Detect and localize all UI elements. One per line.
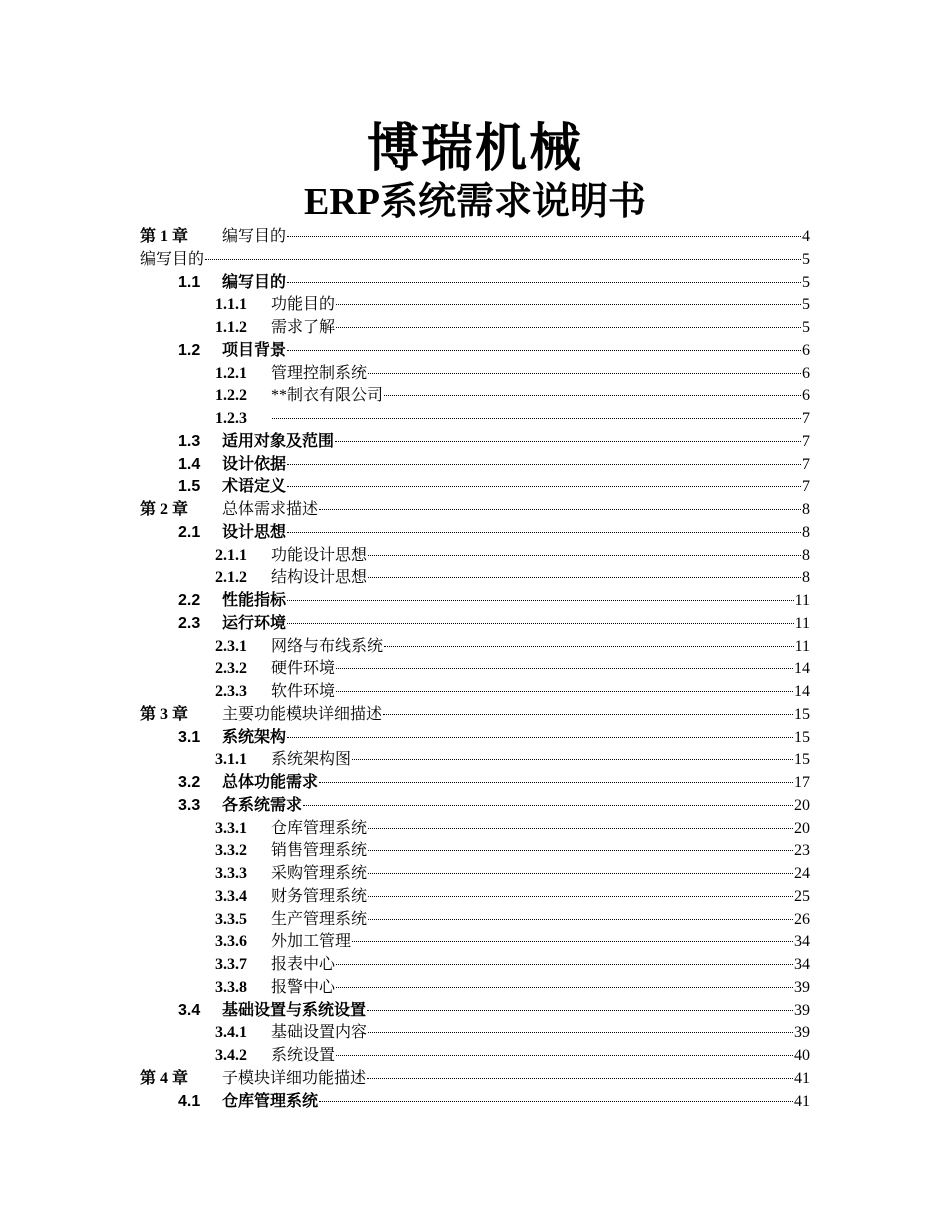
toc-entry-number: 3.1 (178, 728, 201, 746)
toc-dot-leader (336, 668, 793, 669)
toc-entry-page: 8 (802, 546, 810, 564)
toc-entry-page: 8 (802, 523, 810, 541)
toc-entry-number: 2.2 (178, 592, 201, 609)
toc-dot-leader (287, 350, 801, 351)
toc-entry[interactable] (140, 772, 810, 795)
toc-entry-number: 2.3.3 (215, 683, 247, 700)
toc-dot-leader (367, 1010, 793, 1011)
toc-entry-page: 11 (794, 592, 810, 609)
toc-entry[interactable] (140, 1091, 810, 1114)
toc-dot-leader (368, 873, 793, 874)
toc-entry[interactable] (140, 476, 810, 499)
toc-entry-title: 结构设计思想 (271, 569, 368, 587)
toc-entry-page: 6 (802, 364, 810, 382)
toc-dot-leader (319, 782, 793, 783)
toc-entry-number: 3.3.2 (215, 842, 247, 860)
toc-entry[interactable] (140, 795, 810, 818)
toc-entry-title: 管理控制系统 (271, 364, 368, 382)
toc-entry[interactable] (140, 431, 810, 454)
toc-entry[interactable] (140, 385, 810, 408)
toc-entry-title: 仓库管理系统 (271, 819, 368, 837)
toc-dot-leader (287, 532, 801, 533)
toc-entry-page: 41 (794, 1092, 810, 1110)
toc-entry-page: 7 (802, 432, 810, 450)
toc-dot-leader (368, 577, 801, 578)
toc-entry-page: 34 (794, 933, 810, 951)
document-title: 博瑞机械 (366, 121, 583, 178)
toc-entry-number: 1.3 (178, 432, 201, 450)
toc-entry-page: 5 (802, 296, 810, 314)
toc-entry-title: 报警中心 (271, 978, 336, 996)
toc-entry[interactable] (140, 408, 810, 431)
toc-entry-title: 总体需求描述 (222, 501, 319, 518)
toc-dot-leader (335, 441, 801, 442)
toc-dot-leader (368, 555, 801, 556)
toc-entry-page: 5 (802, 319, 810, 336)
toc-entry-number: 第 4 章 (140, 1069, 189, 1087)
toc-entry-number: 第 2 章 (140, 501, 189, 518)
toc-entry[interactable] (140, 636, 810, 659)
toc-dot-leader (287, 236, 801, 237)
toc-entry-title: 运行环境 (222, 614, 287, 632)
toc-entry[interactable] (140, 1000, 810, 1023)
toc-entry[interactable] (140, 954, 810, 977)
toc-entry-page: 5 (802, 273, 810, 291)
toc-entry-page: 26 (794, 910, 810, 928)
toc-dot-leader (368, 919, 793, 920)
toc-entry[interactable] (140, 1022, 810, 1045)
toc-entry-number: 2.1.1 (215, 546, 247, 564)
toc-entry-title: 外加工管理 (271, 933, 352, 951)
toc-entry-title: 需求了解 (271, 319, 336, 336)
toc-entry-page: 11 (794, 637, 810, 655)
toc-entry-title: 子模块详细功能描述 (222, 1069, 367, 1087)
toc-entry-number: 1.2.1 (215, 364, 247, 382)
toc-dot-leader (368, 828, 793, 829)
toc-entry-page: 8 (802, 569, 810, 587)
toc-entry-page: 34 (794, 956, 810, 973)
toc-entry-page: 5 (802, 250, 810, 268)
toc-entry-title: **制衣有限公司 (271, 387, 384, 405)
toc-entry-page: 7 (802, 478, 810, 496)
document-subtitle: ERP系统需求说明书 (303, 181, 646, 223)
toc-entry[interactable] (140, 840, 810, 863)
toc-dot-leader (336, 304, 801, 305)
toc-entry-number: 3.1.1 (215, 751, 247, 769)
toc-entry-title: 功能设计思想 (271, 546, 368, 564)
toc-entry-title: 主要功能模块详细描述 (222, 705, 383, 723)
toc-entry-number: 1.4 (178, 455, 201, 473)
toc-entry-number: 1.1 (178, 273, 201, 291)
toc-entry-title: 仓库管理系统 (222, 1092, 319, 1110)
toc-entry[interactable] (140, 977, 810, 1000)
toc-entry-page: 39 (794, 978, 810, 996)
toc-entry-number: 3.3.1 (215, 819, 247, 837)
toc-dot-leader (287, 623, 794, 624)
toc-dot-leader (319, 1101, 793, 1102)
toc-entry-page: 25 (794, 887, 810, 905)
toc-entry-number: 4.1 (178, 1092, 201, 1110)
toc-dot-leader (368, 373, 801, 374)
toc-entry-title: 系统架构 (222, 728, 287, 746)
toc-dot-leader (352, 759, 793, 760)
toc-entry-title: 编写目的 (222, 228, 287, 245)
toc-entry-page: 6 (802, 387, 810, 405)
toc-entry-title: 适用对象及范围 (222, 432, 335, 450)
toc-entry-number: 3.2 (178, 774, 201, 791)
toc-entry-title: 系统架构图 (271, 751, 352, 769)
toc-entry-title: 基础设置内容 (271, 1024, 368, 1042)
toc-entry-title: 各系统需求 (222, 796, 303, 814)
toc-entry-page: 15 (794, 751, 810, 769)
toc-dot-leader (368, 1032, 793, 1033)
toc-entry-page: 14 (794, 683, 810, 700)
toc-dot-leader (336, 691, 793, 692)
toc-entry-number: 3.3.3 (215, 865, 247, 882)
toc-entry-title: 报表中心 (271, 956, 336, 973)
toc-entry[interactable] (140, 704, 810, 727)
toc-entry-title: 设计依据 (222, 455, 287, 473)
toc-entry[interactable] (140, 499, 810, 522)
toc-entry-number: 3.3 (178, 796, 201, 814)
toc-entry[interactable] (140, 931, 810, 954)
toc-entry[interactable] (140, 340, 810, 363)
toc-entry-number: 第 1 章 (140, 228, 189, 245)
toc-entry[interactable] (140, 1068, 810, 1091)
toc-entry-page: 41 (794, 1069, 810, 1087)
toc-entry-number: 1.1.1 (215, 296, 247, 314)
toc-entry[interactable] (140, 545, 810, 568)
toc-entry[interactable] (140, 590, 810, 613)
toc-dot-leader (383, 714, 793, 715)
toc-entry-page: 7 (802, 410, 810, 427)
toc-entry-title: 编写目的 (140, 250, 205, 268)
toc-entry-title: 项目背景 (222, 341, 287, 359)
toc-entry-title: 财务管理系统 (271, 887, 368, 905)
toc-entry-page: 23 (794, 842, 810, 860)
toc-entry-number: 3.4.2 (215, 1047, 247, 1064)
toc-entry-number: 1.2 (178, 341, 201, 359)
toc-entry-number: 1.2.3 (215, 410, 247, 427)
toc-entry-page: 4 (802, 228, 810, 245)
toc-dot-leader (303, 805, 793, 806)
toc-dot-leader (367, 1078, 793, 1079)
toc-entry[interactable] (140, 567, 810, 590)
toc-entry-page: 7 (802, 455, 810, 473)
toc-entry-number: 3.3.6 (215, 933, 247, 951)
toc-entry[interactable] (140, 818, 810, 841)
toc-dot-leader (368, 850, 793, 851)
toc-entry[interactable] (140, 522, 810, 545)
toc-entry-page: 15 (794, 705, 810, 723)
toc-entry-page: 17 (794, 774, 810, 791)
toc-dot-leader (336, 987, 793, 988)
toc-entry-number: 3.4 (178, 1001, 201, 1019)
toc-entry[interactable] (140, 1045, 810, 1068)
toc-entry-page: 39 (794, 1024, 810, 1042)
toc-entry-number: 2.3.2 (215, 660, 247, 678)
toc-dot-leader (205, 259, 801, 260)
toc-entry-title: 网络与布线系统 (271, 637, 384, 655)
toc-entry-number: 2.3.1 (215, 637, 247, 655)
toc-entry-page: 40 (794, 1047, 810, 1064)
toc-entry-page: 20 (794, 796, 810, 814)
toc-entry-number: 第 3 章 (140, 705, 189, 723)
toc-entry-number: 1.5 (178, 478, 201, 496)
toc-dot-leader (287, 464, 801, 465)
toc-entry-number: 1.2.2 (215, 387, 247, 405)
toc-dot-leader (368, 896, 793, 897)
toc-entry-title: 硬件环境 (271, 660, 336, 678)
toc-entry[interactable] (140, 249, 810, 272)
toc-entry-page: 24 (794, 865, 810, 882)
toc-entry-title: 功能目的 (271, 296, 336, 314)
toc-entry[interactable] (140, 226, 810, 249)
toc-dot-leader (287, 486, 801, 487)
toc-dot-leader (336, 327, 801, 328)
toc-dot-leader (384, 395, 801, 396)
toc-dot-leader (336, 964, 793, 965)
toc-entry-page: 20 (794, 819, 810, 837)
toc-entry-number: 3.3.5 (215, 910, 247, 928)
toc-entry-number: 2.3 (178, 614, 201, 632)
toc-entry[interactable] (140, 272, 810, 295)
toc-entry-title: 系统设置 (271, 1047, 336, 1064)
toc-entry-number: 3.4.1 (215, 1024, 247, 1042)
toc-entry-page: 15 (794, 728, 810, 746)
toc-entry-number: 2.1.2 (215, 569, 247, 587)
toc-entry[interactable] (140, 909, 810, 932)
toc-entry-title: 编写目的 (222, 273, 287, 291)
toc-dot-leader (384, 646, 794, 647)
toc-dot-leader (352, 941, 793, 942)
toc-entry-title: 总体功能需求 (222, 774, 319, 791)
toc-entry[interactable] (140, 454, 810, 477)
toc-dot-leader (287, 282, 801, 283)
toc-dot-leader (272, 418, 801, 419)
toc-entry[interactable] (140, 863, 810, 886)
table-of-contents (140, 226, 810, 1113)
toc-entry-title: 软件环境 (271, 683, 336, 700)
toc-entry-page: 11 (794, 614, 810, 632)
toc-entry-page: 6 (802, 341, 810, 359)
toc-dot-leader (287, 600, 794, 601)
toc-entry[interactable] (140, 749, 810, 772)
toc-entry-page: 14 (794, 660, 810, 678)
toc-entry[interactable] (140, 886, 810, 909)
toc-entry[interactable] (140, 727, 810, 750)
toc-entry-page: 8 (802, 501, 810, 518)
toc-entry[interactable] (140, 658, 810, 681)
toc-entry-title: 基础设置与系统设置 (222, 1001, 367, 1019)
toc-entry[interactable] (140, 317, 810, 340)
toc-entry-title: 术语定义 (222, 478, 287, 496)
toc-entry[interactable] (140, 294, 810, 317)
toc-entry-number: 3.3.7 (215, 956, 247, 973)
toc-dot-leader (336, 1055, 793, 1056)
toc-entry[interactable] (140, 363, 810, 386)
toc-entry-title: 销售管理系统 (271, 842, 368, 860)
toc-entry-title: 生产管理系统 (271, 910, 368, 928)
toc-entry-title: 性能指标 (222, 592, 287, 609)
toc-dot-leader (287, 737, 793, 738)
toc-entry-number: 3.3.8 (215, 978, 247, 996)
toc-entry-number: 3.3.4 (215, 887, 247, 905)
toc-entry[interactable] (140, 681, 810, 704)
toc-entry-title: 采购管理系统 (271, 865, 368, 882)
toc-entry-page: 39 (794, 1001, 810, 1019)
toc-entry-number: 1.1.2 (215, 319, 247, 336)
toc-entry-number: 2.1 (178, 523, 201, 541)
toc-entry-title: 设计思想 (222, 523, 287, 541)
toc-entry[interactable] (140, 613, 810, 636)
toc-dot-leader (319, 509, 801, 510)
